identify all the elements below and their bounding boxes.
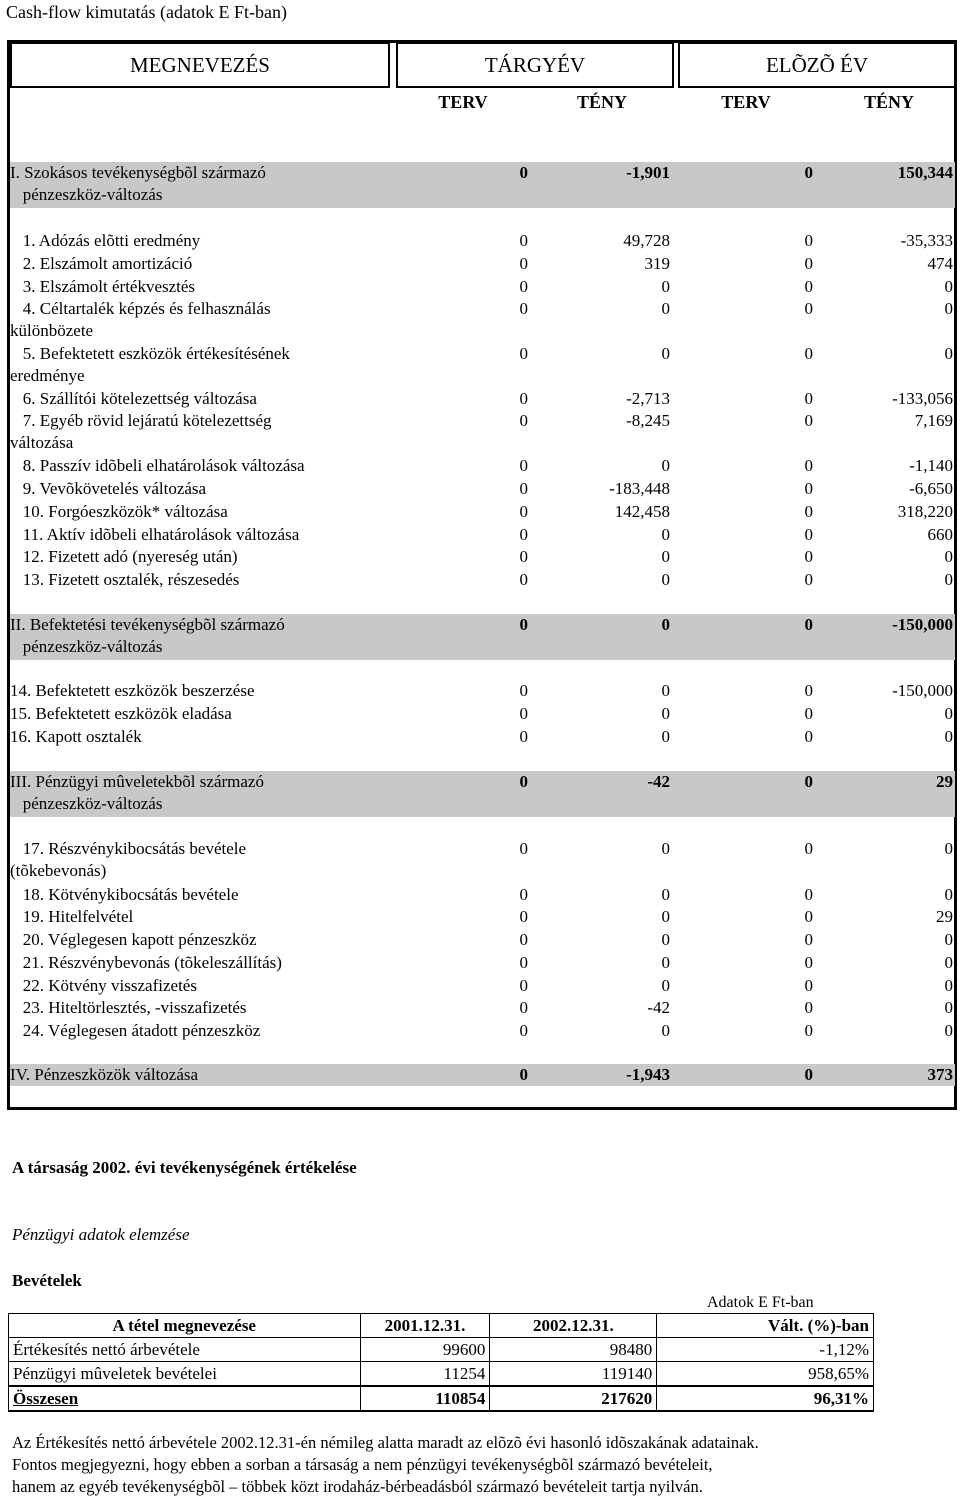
table-row (10, 726, 955, 748)
value-previous-actual: 0 (944, 277, 953, 296)
revenue-header-change: Vált. (%)-ban (657, 1314, 874, 1338)
note-line: Fontos megjegyezni, hogy ebben a sorban a társaság a nem pénzügyi tevékenységbõl származó bevételeit, (12, 1455, 713, 1474)
value-current-plan: 0 (519, 344, 528, 363)
value-previous-actual: 0 (944, 885, 953, 904)
value-current-plan: 0 (519, 231, 528, 250)
revenue-cell-2001: 99600 (360, 1338, 490, 1362)
value-previous-actual: 0 (944, 839, 953, 858)
value-previous-plan: 0 (804, 976, 813, 995)
value-current-actual: 0 (661, 525, 670, 544)
evaluation-heading: A társaság 2002. évi tevékenységének értékelése (12, 1158, 357, 1177)
value-previous-actual: -150,000 (892, 615, 953, 634)
value-previous-plan: 0 (804, 1021, 813, 1040)
value-current-plan: 0 (519, 479, 528, 498)
header-col-name: MEGNEVEZÉS (10, 42, 390, 88)
subheader-current-actual: TÉNY (576, 92, 628, 112)
value-current-actual: 0 (661, 277, 670, 296)
value-current-actual: 0 (661, 907, 670, 926)
row-label: 5. Befektetett eszközök értékesítésének eredménye (10, 344, 290, 385)
table-row (10, 501, 955, 523)
row-label: 17. Részvénykibocsátás bevétele (tõkebevonás) (10, 839, 247, 880)
value-previous-plan: 0 (804, 525, 813, 544)
value-current-actual: -42 (647, 772, 670, 791)
value-current-actual: 0 (661, 704, 670, 723)
value-current-actual: 319 (644, 254, 670, 273)
value-previous-actual: 29 (936, 772, 953, 791)
value-previous-plan: 0 (804, 615, 813, 634)
value-previous-plan: 0 (804, 930, 813, 949)
table-row (10, 906, 955, 928)
value-current-actual: 0 (661, 885, 670, 904)
value-previous-plan: 0 (804, 411, 813, 430)
table-row (10, 569, 955, 591)
value-previous-actual: 0 (944, 299, 953, 318)
table-row (9, 1362, 874, 1387)
value-previous-actual: 7,169 (914, 411, 953, 430)
section-row (10, 771, 955, 817)
value-current-actual: 49,728 (623, 231, 670, 250)
row-label: III. Pénzügyi mûveletekbõl származó pénzeszköz-változás (10, 772, 264, 813)
financial-analysis-subheading: Pénzügyi adatok elemzése (12, 1225, 190, 1244)
value-previous-plan: 0 (804, 570, 813, 589)
note-line: hanem az egyéb tevékenységbõl – többek közt irodaház-bérbeadásból származó bevételeit tartja nyilván. (12, 1477, 703, 1496)
value-previous-actual: -35,333 (900, 231, 953, 250)
table-row (10, 952, 955, 974)
table-row (10, 410, 955, 454)
row-label: 12. Fizetett adó (nyereség után) (10, 547, 238, 566)
value-previous-plan: 0 (804, 998, 813, 1017)
row-label: 4. Céltartalék képzés és felhasználás különbözete (10, 299, 271, 340)
row-label: 20. Véglegesen kapott pénzeszköz (10, 930, 257, 949)
table-row (10, 230, 955, 252)
row-label: 2. Elszámolt amortizáció (10, 254, 193, 273)
value-previous-plan: 0 (804, 163, 813, 182)
row-label: 11. Aktív idõbeli elhatárolások változása (10, 525, 300, 544)
value-current-plan: 0 (519, 299, 528, 318)
value-current-plan: 0 (519, 615, 528, 634)
value-current-plan: 0 (519, 163, 528, 182)
value-previous-actual: 29 (936, 907, 953, 926)
value-previous-plan: 0 (804, 231, 813, 250)
table-row (10, 276, 955, 298)
row-label: 23. Hiteltörlesztés, -visszafizetés (10, 998, 247, 1017)
revenue-table (8, 1313, 874, 1412)
value-current-actual: 0 (661, 344, 670, 363)
table-row (10, 478, 955, 500)
value-previous-plan: 0 (804, 299, 813, 318)
value-current-plan: 0 (519, 953, 528, 972)
row-label: 21. Részvénybevonás (tõkeleszállítás) (10, 953, 282, 972)
value-current-actual: 0 (661, 1021, 670, 1040)
value-current-actual: -183,448 (609, 479, 670, 498)
row-label: 1. Adózás elõtti eredmény (10, 231, 201, 250)
value-previous-actual: -133,056 (892, 389, 953, 408)
value-current-actual: 0 (661, 839, 670, 858)
table-row (10, 703, 955, 725)
value-current-plan: 0 (519, 277, 528, 296)
value-current-plan: 0 (519, 411, 528, 430)
value-previous-plan: 0 (804, 502, 813, 521)
row-label: 24. Véglegesen átadott pénzeszköz (10, 1021, 261, 1040)
value-current-plan: 0 (519, 998, 528, 1017)
unit-note: Adatok E Ft-ban (707, 1294, 814, 1311)
table-row (10, 524, 955, 546)
value-previous-plan: 0 (804, 681, 813, 700)
value-previous-actual: -6,650 (909, 479, 953, 498)
row-label: 8. Passzív idõbeli elhatárolások változása (10, 456, 305, 475)
value-previous-actual: 0 (944, 953, 953, 972)
row-label: 6. Szállítói kötelezettség változása (10, 389, 257, 408)
value-current-actual: -42 (647, 998, 670, 1017)
revenue-cell-change: 958,65% (657, 1362, 874, 1387)
table-row (10, 680, 955, 702)
value-previous-plan: 0 (804, 344, 813, 363)
table-row (10, 298, 955, 342)
row-label: 19. Hitelfelvétel (10, 907, 134, 926)
value-previous-actual: 150,344 (897, 163, 953, 182)
value-previous-plan: 0 (804, 1065, 813, 1084)
row-label: 9. Vevõkövetelés változása (10, 479, 207, 498)
value-previous-plan: 0 (804, 727, 813, 746)
value-previous-actual: 0 (944, 344, 953, 363)
value-previous-plan: 0 (804, 907, 813, 926)
row-label: 18. Kötvénykibocsátás bevétele (10, 885, 239, 904)
revenue-total-label: Összesen (9, 1386, 361, 1411)
row-label: 13. Fizetett osztalék, részesedés (10, 570, 240, 589)
table-row (10, 997, 955, 1019)
document-title: Cash-flow kimutatás (adatok E Ft-ban) (6, 2, 287, 22)
value-current-actual: 0 (661, 615, 670, 634)
value-current-actual: 0 (661, 456, 670, 475)
value-current-plan: 0 (519, 1065, 528, 1084)
value-current-plan: 0 (519, 727, 528, 746)
value-previous-actual: 0 (944, 976, 953, 995)
table-row (10, 838, 955, 882)
value-previous-actual: 0 (944, 547, 953, 566)
value-current-actual: -1,943 (626, 1065, 670, 1084)
revenue-header-item: A tétel megnevezése (9, 1314, 361, 1338)
value-current-actual: 0 (661, 681, 670, 700)
revenue-total-2002: 217620 (490, 1386, 657, 1411)
value-current-actual: 0 (661, 976, 670, 995)
value-previous-plan: 0 (804, 885, 813, 904)
value-current-plan: 0 (519, 839, 528, 858)
value-current-plan: 0 (519, 930, 528, 949)
value-current-plan: 0 (519, 254, 528, 273)
value-previous-plan: 0 (804, 547, 813, 566)
value-previous-plan: 0 (804, 479, 813, 498)
value-previous-actual: -1,140 (909, 456, 953, 475)
value-previous-plan: 0 (804, 704, 813, 723)
revenue-heading: Bevételek (12, 1271, 82, 1290)
value-current-plan: 0 (519, 681, 528, 700)
table-row (10, 343, 955, 387)
value-previous-plan: 0 (804, 254, 813, 273)
value-current-actual: 142,458 (614, 502, 670, 521)
value-current-plan: 0 (519, 525, 528, 544)
header-previous-year: ELÕZÕ ÉV (678, 42, 956, 88)
value-previous-actual: -150,000 (892, 681, 953, 700)
table-row (10, 929, 955, 951)
row-label: 22. Kötvény visszafizetés (10, 976, 197, 995)
value-previous-plan: 0 (804, 456, 813, 475)
header-current-year: TÁRGYÉV (396, 42, 674, 88)
value-current-plan: 0 (519, 704, 528, 723)
value-current-actual: -1,901 (626, 163, 670, 182)
value-previous-actual: 0 (944, 570, 953, 589)
value-previous-actual: 0 (944, 727, 953, 746)
revenue-cell-name: Értékesítés nettó árbevétele (9, 1338, 361, 1362)
value-current-plan: 0 (519, 570, 528, 589)
row-label: 14. Befektetett eszközök beszerzése (10, 681, 255, 700)
value-previous-plan: 0 (804, 839, 813, 858)
row-label: 10. Forgóeszközök* változása (10, 502, 228, 521)
revenue-header-2001: 2001.12.31. (360, 1314, 490, 1338)
value-current-plan: 0 (519, 976, 528, 995)
revenue-table-header (9, 1314, 874, 1338)
revenue-cell-change: -1,12% (657, 1338, 874, 1362)
revenue-cell-2002: 98480 (490, 1338, 657, 1362)
row-label: 3. Elszámolt értékvesztés (10, 277, 196, 296)
note-line: Az Értékesítés nettó árbevétele 2002.12.31-én némileg alatta maradt az elõzõ évi hasonló idõszakának adatainak. (12, 1433, 759, 1452)
revenue-header-2002: 2002.12.31. (490, 1314, 657, 1338)
row-label: IV. Pénzeszközök változása (10, 1065, 199, 1084)
table-row (10, 546, 955, 568)
value-previous-actual: 0 (944, 1021, 953, 1040)
value-current-plan: 0 (519, 772, 528, 791)
value-current-plan: 0 (519, 907, 528, 926)
revenue-cell-2001: 11254 (360, 1362, 490, 1387)
value-previous-actual: 373 (927, 1065, 953, 1084)
revenue-total-2001: 110854 (360, 1386, 490, 1411)
section-row (10, 614, 955, 660)
table-row (9, 1338, 874, 1362)
value-previous-plan: 0 (804, 389, 813, 408)
value-previous-actual: 0 (944, 704, 953, 723)
table-row (10, 253, 955, 275)
subheader-previous-plan: TERV (721, 92, 771, 112)
section-row (10, 1064, 955, 1086)
value-current-plan: 0 (519, 502, 528, 521)
value-current-actual: 0 (661, 930, 670, 949)
value-current-plan: 0 (519, 1021, 528, 1040)
table-row (10, 388, 955, 410)
value-previous-plan: 0 (804, 953, 813, 972)
value-current-plan: 0 (519, 456, 528, 475)
subheader-previous-actual: TÉNY (863, 92, 915, 112)
row-label: 15. Befektetett eszközök eladása (10, 704, 232, 723)
row-label: 7. Egyéb rövid lejáratú kötelezettség változása (10, 411, 272, 452)
revenue-total-change: 96,31% (657, 1386, 874, 1411)
section-row (10, 162, 955, 208)
value-previous-actual: 660 (927, 525, 953, 544)
value-current-plan: 0 (519, 885, 528, 904)
row-label: II. Befektetési tevékenységbõl származó pénzeszköz-változás (10, 615, 285, 656)
value-previous-actual: 474 (927, 254, 953, 273)
value-current-actual: -8,245 (626, 411, 670, 430)
value-current-plan: 0 (519, 547, 528, 566)
value-current-actual: 0 (661, 547, 670, 566)
value-current-actual: 0 (661, 299, 670, 318)
value-previous-actual: 318,220 (897, 502, 953, 521)
table-row (10, 1020, 955, 1042)
table-row (10, 975, 955, 997)
revenue-cell-2002: 119140 (490, 1362, 657, 1387)
value-current-actual: 0 (661, 953, 670, 972)
value-current-plan: 0 (519, 389, 528, 408)
value-current-actual: 0 (661, 570, 670, 589)
revenue-total-row (9, 1386, 874, 1411)
value-previous-plan: 0 (804, 772, 813, 791)
revenue-cell-name: Pénzügyi mûveletek bevételei (9, 1362, 361, 1387)
value-current-actual: -2,713 (626, 389, 670, 408)
analysis-note (12, 1432, 952, 1498)
value-previous-actual: 0 (944, 998, 953, 1017)
row-label: 16. Kapott osztalék (10, 727, 142, 746)
value-current-actual: 0 (661, 727, 670, 746)
row-label: I. Szokásos tevékenységbõl származó pénzeszköz-változás (10, 163, 266, 204)
table-row (10, 884, 955, 906)
value-previous-actual: 0 (944, 930, 953, 949)
value-previous-plan: 0 (804, 277, 813, 296)
table-row (10, 455, 955, 477)
subheader-current-plan: TERV (438, 92, 488, 112)
